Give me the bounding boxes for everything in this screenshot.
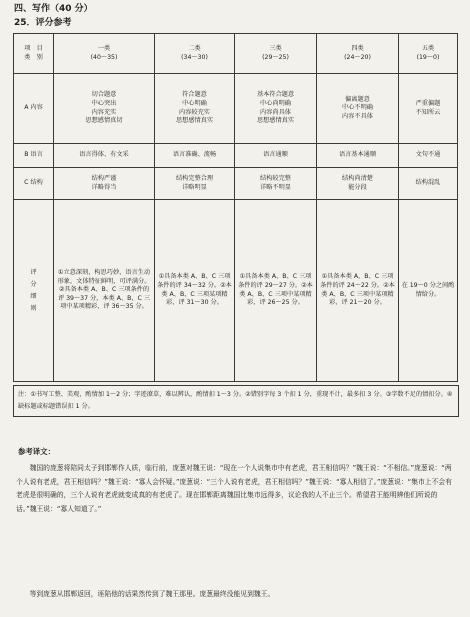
section-title: 四、写作（40 分） (14, 4, 93, 14)
header-cat-1 (54, 34, 155, 74)
reference-paragraph: 魏国的庞葱将陪同太子到邯郸作人质，临行前，庞葱对魏王说：“现在一个人说集市中有老虎，君王相信吗？”魏王说：“不相信。”庞葱说：“两个人说有老虎，君王相信吗？”魏王说：“寡人会怀疑。”庞葱说：“三个人说有老虎，君王相信吗？”魏王说：“寡人相信了。”庞葱说：“集市上不会有老虎是很明确的，三个人说有老虎就变成真的有老虎了。现在邯郸距离魏国比集市远得多，议论我的人不止三个。希望君王能明辨他们所说的话。”魏王说：“寡人知道了。” (16, 464, 452, 513)
language-cell-5: 文句不通 (399, 144, 458, 168)
scoring-note: 注：①书写工整、美观，酌情加 1～2 分；字迹潦草，难以辨认，酌情扣 1～3 分。②错别字每 3 个扣 1 分，重现不计，最多扣 3 分。③字数不足的情扣分。④缺标题或标题错误扣 1 分。 (13, 385, 459, 417)
language-cell-3: 语言通顺 (235, 144, 317, 168)
scoring-cell-2: ①具备本类 A、B、C 三项条件的评 34～32 分。②本类 A、B、C 三项某项精彩，评 31～30 分。 (155, 200, 235, 382)
reference-title: 参考译文： (18, 447, 55, 456)
row-content (14, 74, 458, 144)
reference-paragraph: 等到庞葱从邯郸返回，诬陷他的话果然传到了魏王那里。庞葱最终没能见到魏王。 (29, 590, 275, 598)
cat-name: 一类 (97, 44, 111, 52)
cat-range: (34～30) (181, 53, 208, 61)
structure-cell-3: 结构较完整 详略不明显 (235, 168, 317, 200)
scoring-cell-5: 在 19～0 分之间酌情给分。 (399, 200, 458, 382)
header-cat-5 (399, 34, 458, 74)
header-cat-3 (235, 34, 317, 74)
language-cell-1: 语言得体、有文采 (54, 144, 155, 168)
corner-item: 项 目 (24, 44, 43, 52)
content-cell-4: 偏离题意 中心不明确 内容不具体 (317, 74, 399, 144)
row-label-structure: C 结构 (14, 168, 54, 200)
language-cell-4: 语言基本通顺 (317, 144, 399, 168)
row-structure (14, 168, 458, 200)
rubric-table (13, 33, 458, 382)
row-label-language: B 语言 (14, 144, 54, 168)
header-cat-2 (155, 34, 235, 74)
corner-category: 类 别 (24, 53, 43, 61)
cat-range: (19～0) (416, 53, 440, 61)
structure-cell-1: 结构严谨 详略得当 (54, 168, 155, 200)
scoring-cell-4: ①具备本类 A、B、C 三项条件的评 24～22 分。②本类 A、B、C 三项中某项精彩，评 21～20 分。 (317, 200, 399, 382)
cat-range: (40～35) (90, 53, 118, 61)
row-label-content: A 内容 (14, 74, 54, 144)
row-language (14, 144, 458, 168)
scoring-cell-3: ①具备本类 A、B、C 三项条件的评 29～27 分。②本类 A、B、C 三项中某项精彩，评 26～25 分。 (235, 200, 317, 382)
language-cell-2: 语言准确、流畅 (155, 144, 235, 168)
header-cat-4 (317, 34, 399, 74)
cat-name: 四类 (351, 44, 364, 52)
cat-range: (29～25) (262, 53, 289, 61)
cat-name: 五类 (421, 44, 435, 52)
table-header-row (14, 34, 458, 74)
corner-cell (14, 34, 54, 74)
content-cell-3: 基本符合题意 中心尚明确 内容尚具体 思想感情真实 (235, 74, 317, 144)
question-heading: 25．评分参考 (14, 18, 72, 28)
cat-name: 二类 (188, 44, 201, 52)
structure-cell-5: 结构混乱 (399, 168, 458, 200)
scoring-cell-1: ①立意深刻，构思巧妙，语言生动形象，文体特征鲜明，可评满分。②具备本类 A、B、C 三项条件的评 39～37 分，本类 A、B、C 三项中某项精彩，评 36～35 分。 (54, 200, 155, 382)
row-label-scoring: 评 分 细 则 (14, 200, 54, 382)
structure-cell-2: 结构完整合理 详略明显 (155, 168, 235, 200)
content-cell-5: 严重偏题 不知所云 (399, 74, 458, 144)
cat-name: 三类 (269, 44, 282, 52)
structure-cell-4: 结构尚清楚 能分段 (317, 168, 399, 200)
cat-range: (24～20) (344, 53, 371, 61)
content-cell-2: 符合题意 中心明确 内容较充实 思想感情真实 (155, 74, 235, 144)
row-scoring (14, 200, 458, 382)
content-cell-1: 切合题意 中心突出 内容充实 思想感情真切 (54, 74, 155, 144)
